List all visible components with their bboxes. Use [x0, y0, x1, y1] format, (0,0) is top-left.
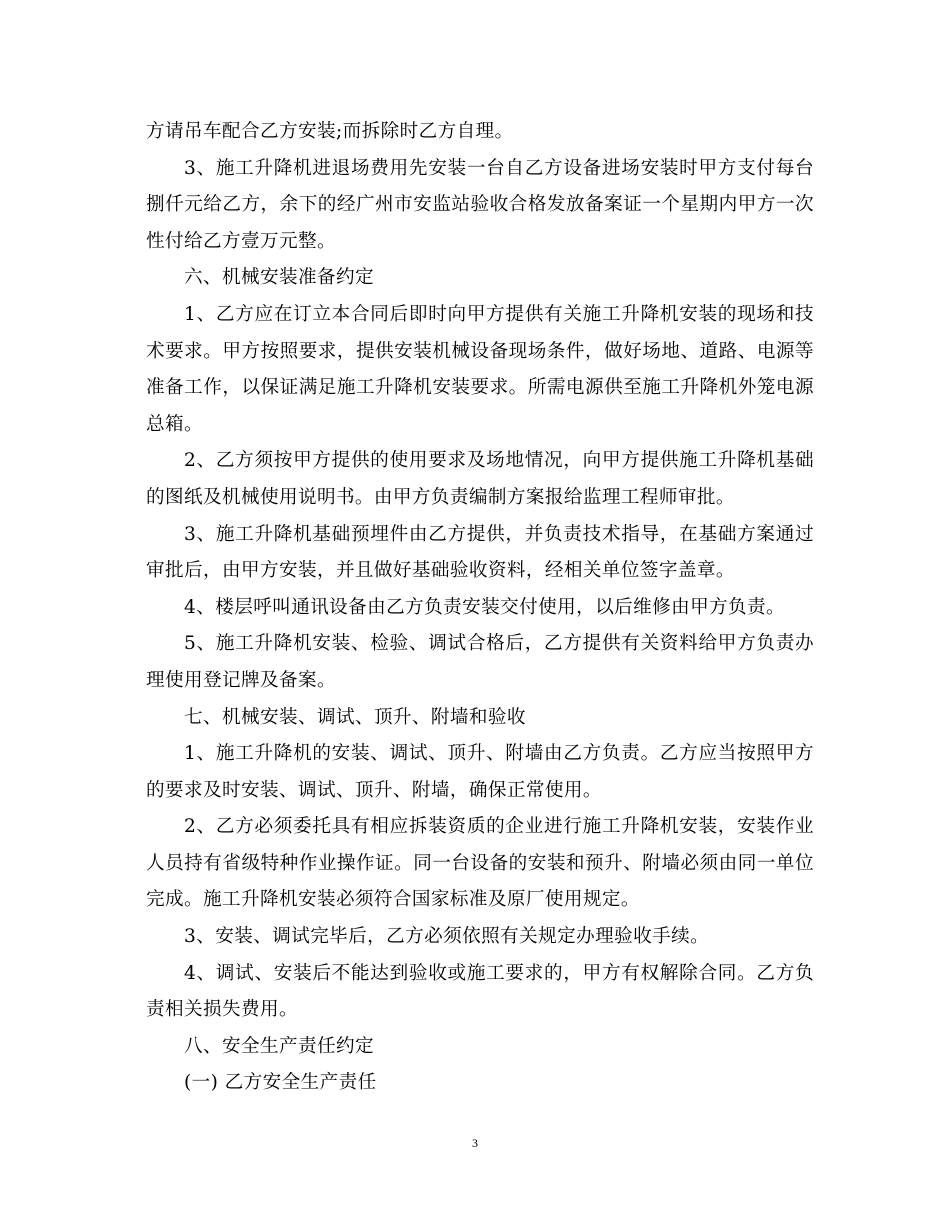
paragraph: 5、施工升降机安装、检验、调试合格后，乙方提供有关资料给甲方负责办理使用登记牌及备案。: [146, 633, 814, 691]
paragraph: 4、楼层呼叫通讯设备由乙方负责安装交付使用，以后维修由甲方负责。: [184, 596, 786, 618]
paragraph: 2、乙方必须委托具有相应拆装资质的企业进行施工升降机安装，安装作业人员持有省级特种作业操作证。同一台设备的安装和预升、附墙必须由同一单位完成。施工升降机安装必须符合国家标准及原厂使用规定。: [146, 816, 814, 911]
paragraph: 1、乙方应在订立本合同后即时向甲方提供有关施工升降机安装的现场和技术要求。甲方按照要求，提供安装机械设备现场条件，做好场地、道路、电源等准备工作，以保证满足施工升降机安装要求。所需电源供至施工升降机外笼电源总箱。: [146, 303, 814, 435]
section-heading: 六、机械安装准备约定: [184, 267, 374, 289]
page-number: 3: [472, 1136, 478, 1150]
section-heading: 八、安全生产责任约定: [184, 1035, 374, 1057]
paragraph: 3、施工升降机基础预埋件由乙方提供，并负责技术指导，在基础方案通过审批后，由甲方安装，并且做好基础验收资料，经相关单位签字盖章。: [146, 523, 814, 582]
paragraph: 1、施工升降机的安装、调试、顶升、附墙由乙方负责。乙方应当按照甲方的要求及时安装、调试、顶升、附墙，确保正常使用。: [146, 743, 814, 801]
paragraph: 4、调试、安装后不能达到验收或施工要求的，甲方有权解除合同。乙方负责相关损失费用。: [146, 962, 814, 1021]
paragraph: 方请吊车配合乙方安装;而拆除时乙方自理。: [146, 121, 514, 142]
paragraph: 3、施工升降机进退场费用先安装一台自乙方设备进场安装时甲方支付每台捌仟元给乙方，余下的经广州市安监站验收合格发放备案证一个星期内甲方一次性付给乙方壹万元整。: [146, 157, 814, 252]
paragraph: 3、安装、调试完毕后，乙方必须依照有关规定办理验收手续。: [184, 926, 710, 948]
paragraph: 2、乙方须按甲方提供的使用要求及场地情况，向甲方提供施工升降机基础的图纸及机械使用说明书。由甲方负责编制方案报给监理工程师审批。: [146, 450, 814, 508]
section-heading: 七、机械安装、调试、顶升、附墙和验收: [184, 706, 526, 728]
subsection-heading: (一) 乙方安全生产责任: [184, 1072, 377, 1094]
document-body: [146, 114, 814, 1102]
